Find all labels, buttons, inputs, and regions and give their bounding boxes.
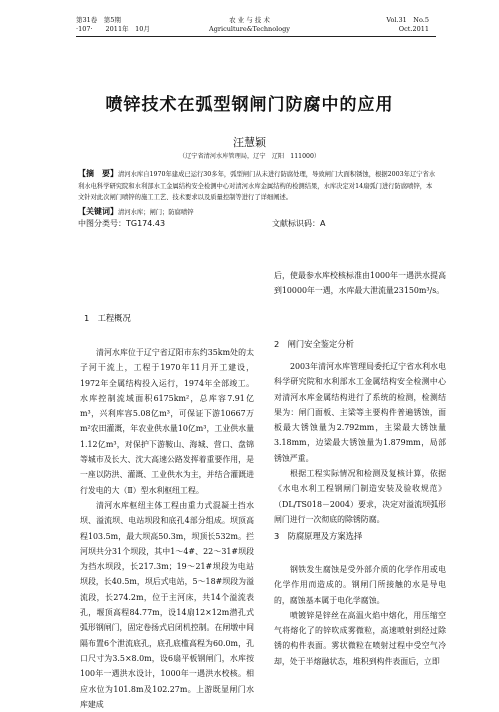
paper-title: 喷锌技术在弧型钢闸门防腐中的应用 xyxy=(105,95,394,115)
volume-issue: 第31卷 第5期 xyxy=(76,16,121,24)
section-2-heading: 2 闸门安全鉴定分析 xyxy=(274,339,354,349)
author-name: 汪慧颖 xyxy=(233,136,266,149)
running-header-right xyxy=(386,16,429,34)
page-number-date: ·107· 2011年 10月 xyxy=(76,25,150,33)
keywords-label: 【关键词】 xyxy=(78,207,118,216)
paragraph-continued: 后，使最参水库校核标准由1000年一遇洪水提高到10000年一遇，水库最大泄流量23150m³/s。 xyxy=(274,271,446,296)
classification-row xyxy=(78,218,438,229)
section-1-heading: 1 工程概况 xyxy=(84,313,131,323)
volume-issue-en: Vol.31 No.5 xyxy=(386,16,429,24)
clc-number: 中图分类号：TG174.43 xyxy=(78,219,166,228)
header-rule xyxy=(76,36,436,37)
abstract-label: 【摘 要】 xyxy=(78,169,118,178)
journal-name-en: Agriculture&Technology xyxy=(209,25,290,33)
keywords xyxy=(78,207,436,217)
keywords-text: 清河水库；闸门；防腐喷锌 xyxy=(118,209,194,216)
author-affiliation: （辽宁省清河水库管理局，辽宁 辽阳 111000） xyxy=(178,153,321,160)
right-column-section3 xyxy=(274,562,446,668)
right-column-top xyxy=(274,268,446,299)
paragraph-dam-structure: 清河水库枢纽主体工程由重力式混凝土挡水坝、溢流坝、电站坝段和底孔4部分组成。坝顶高程103.5m，最大坝高50.3m，坝顶长532m。拦河坝共分31个坝段，其中1～4#、22～31#坝段为挡水坝段，长217.3m；19～21#坝段为电站坝段，长40.5m，坝后式电站，5～18#坝段为溢流段，长274.2m，位于主河床，共14个溢流表孔，堰顶高程84.77m，设14扇12×12m潜孔式弧形钢闸门，固定卷扬式启闭机控制。在闸墩中间隔布置6个泄流底孔，底孔底槛高程为60.0m，孔口尺寸为3.5×8.0m，设6扇平板钢闸门，水库按100年一遇洪水设计，1000年一遇洪水校核。相应水位为101.8m及102.27m。上游既显闸门水库建成 xyxy=(80,500,254,709)
paragraph-corrosion-principle: 钢铁发生腐蚀是受外部介质的化学作用或电化学作用而造成的。钢闸门所接触的水是导电的，腐蚀基本属于电化学腐蚀。 xyxy=(274,565,446,605)
journal-name-cn: 农 业 与 技 术 xyxy=(229,16,270,24)
date-en: Oct.2011 xyxy=(398,25,429,33)
section-3-heading: 3 防腐原理及方案选择 xyxy=(274,531,363,541)
right-column-section2 xyxy=(274,359,446,527)
abstract xyxy=(78,168,436,204)
paragraph-project-overview: 清河水库位于辽宁省辽阳市东约35km处的太子河干流上，工程于1970年11月开工建设，1972年全属结构投入运行，1974年全部竣工。水库控制流域面积6175km²，总库容7.91亿m³，兴利库容5.08亿m³，可保证下游10667万m²农田灌溉，年农业供水量10亿m³，工业供水量1.12亿m³，对保护下游鞍山、海城、营口、盘锦等城市及长大、沈大高速公路发挥着重要作用，是一座以防洪、灌溉、工业供水为主，并结合灌溉进行发电的大（Ⅱ）型水利枢纽工程。 xyxy=(80,348,254,495)
paragraph-inspection: 2003年清河水库管理局委托辽宁省水利水电科学研究院和水利部水工金属结构安全检测中心对清河水库金属结构进行了系统的检测，检测结果为：闸门面板、主梁等主要构件普遍锈蚀，面板最大锈蚀量为2.792mm，主梁最大锈蚀量3.18mm，边梁最大锈蚀量为1.879mm，局部锈蚀严重。 xyxy=(274,362,446,463)
paragraph-decision: 根据工程实际情况和检测及复核计算，依据《水电水利工程钢闸门制造安装及验收规范》（DL/TS018－2004）要求，决定对溢流坝弧形闸门进行一次彻底的除锈防腐。 xyxy=(274,469,446,524)
left-column-body xyxy=(80,345,254,709)
document-code: 文献标识码：A xyxy=(272,219,326,228)
abstract-text: 清河水库自1970年建成已运行30多年，弧型闸门从未进行防腐处理，导致闸门大面积锈蚀，根据2003年辽宁省水利水电科学研究院和水利部水工金属结构安全检测中心对清河水库金属结构的检测结果，水库决定对14扇弧门进行防腐喷锌，本文针对此次闸门喷锌的施工工艺、技术要求以及质量控制等进行了详细阐述。 xyxy=(78,171,436,202)
paragraph-zinc-spraying: 喷镀锌是锌丝在高温火焰中熔化，用压缩空气将熔化了的锌吹成雾微粒，高速喷射到经过除锈的构件表面。雾状微粒在喷射过程中受空气冷却，处于半熔融状态，堆积到构件表面后，立即 xyxy=(274,610,446,666)
